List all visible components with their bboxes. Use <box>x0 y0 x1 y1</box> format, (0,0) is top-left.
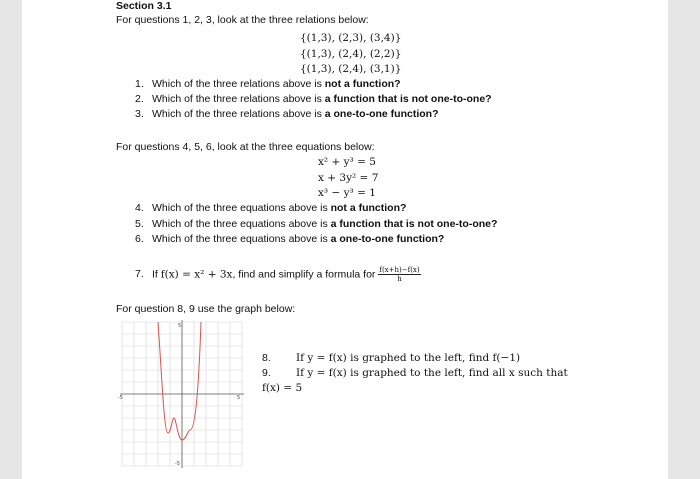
x-max-label: 5 <box>237 395 241 401</box>
question-4: 4. Which of the three equations above is not a function? <box>135 202 407 214</box>
equation-1: x² + y³ = 5 <box>318 156 376 168</box>
y-min-label: -5 <box>175 461 180 467</box>
y-max-label: 5 <box>178 323 182 329</box>
graph-intro: For question 8, 9 use the graph below: <box>116 303 296 315</box>
section-title: Section 3.1 <box>116 0 172 12</box>
question-8: 8. If y = f(x) is graphed to the left, find f(−1) <box>262 352 521 364</box>
relations-intro: For questions 1, 2, 3, look at the three relations below: <box>116 14 369 26</box>
relation-set-1: {(1,3), (2,3), (3,4)} <box>300 32 402 44</box>
equation-2: x + 3y² = 7 <box>318 172 379 184</box>
x-min-label: -5 <box>118 395 123 401</box>
equations-intro: For questions 4, 5, 6, look at the three equations below: <box>116 141 375 153</box>
question-1: 1. Which of the three relations above is not a function? <box>135 78 401 90</box>
question-9-continued: f(x) = 5 <box>262 382 303 394</box>
relation-set-2: {(1,3), (2,4), (2,2)} <box>300 48 402 60</box>
function-graph <box>118 318 246 470</box>
equation-3: x³ − y³ = 1 <box>318 187 376 199</box>
difference-quotient: $\frac{f(x+h)-f(x)}{h}$ <box>379 266 420 283</box>
function-curve <box>158 322 201 440</box>
question-3: 3. Which of the three relations above is a one-to-one function? <box>135 108 439 120</box>
question-7: 7. If f(x) = x² + 3x, find and simplify a formula for $\frac{f(x+h)-f(x)}{h}$ <box>135 266 420 283</box>
question-5: 5. Which of the three equations above is a function that is not one-to-one? <box>135 218 498 230</box>
question-2: 2. Which of the three relations above is a function that is not one-to-one? <box>135 93 492 105</box>
relation-set-3: {(1,3), (2,4), (3,1)} <box>300 63 402 75</box>
question-6: 6. Which of the three equations above is a one-to-one function? <box>135 233 445 245</box>
question-9: 9. If y = f(x) is graphed to the left, find all x such that <box>262 367 568 379</box>
